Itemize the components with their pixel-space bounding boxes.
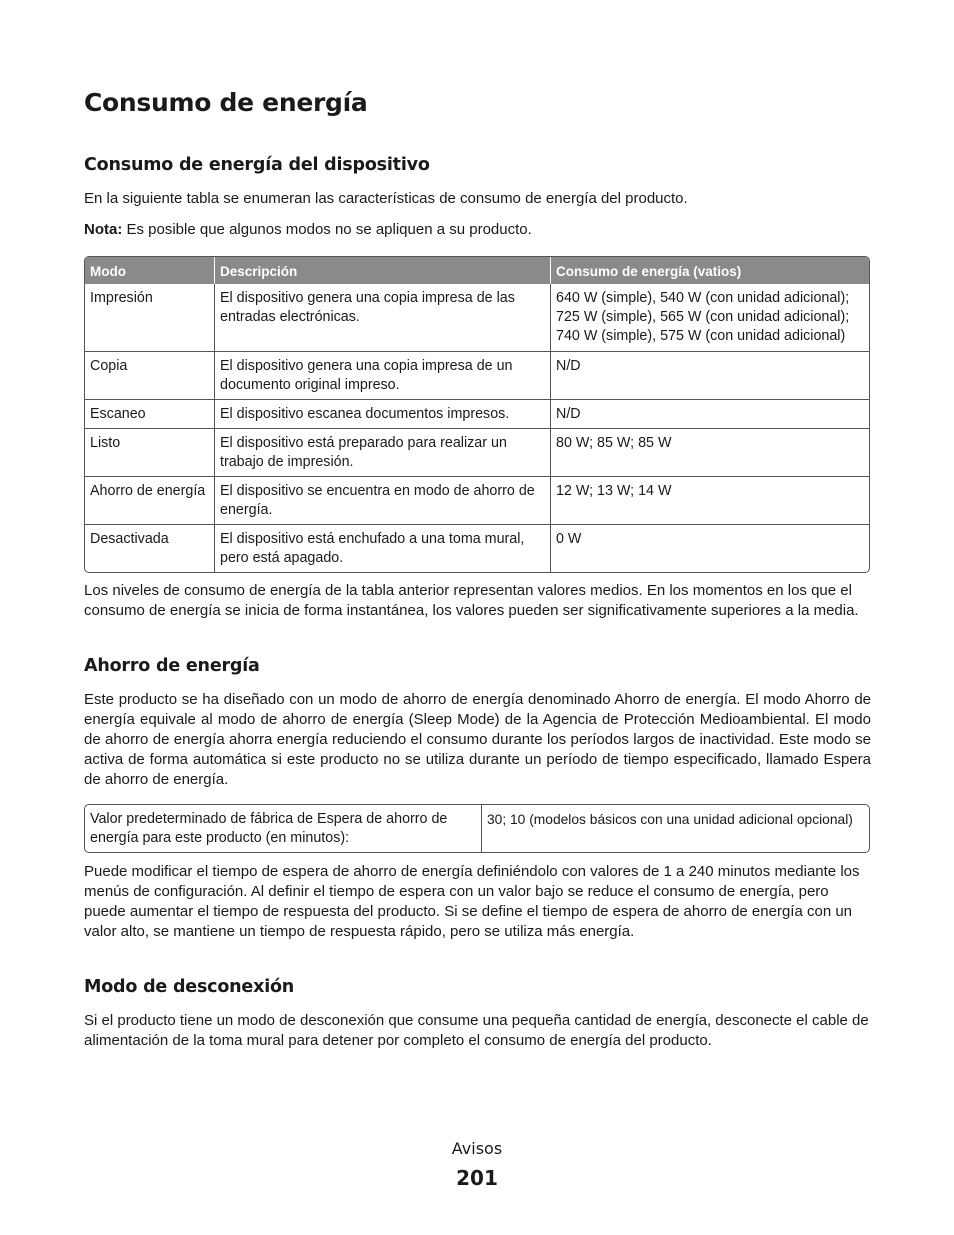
note-text: Es posible que algunos modos no se apliquen a su producto. [122, 221, 532, 238]
cell-description: El dispositivo se encuentra en modo de ahorro de energía. [214, 476, 550, 524]
timeout-table [84, 804, 870, 853]
cell-description: El dispositivo escanea documentos impresos. [214, 399, 550, 428]
cell-description: El dispositivo está preparado para realizar un trabajo de impresión. [214, 428, 550, 476]
section-heading-device: Consumo de energía del dispositivo [84, 155, 430, 175]
cell-power: 80 W; 85 W; 85 W [550, 428, 869, 476]
timeout-table-wrap [84, 804, 871, 853]
cell-description: El dispositivo está enchufado a una toma mural, pero está apagado. [214, 524, 550, 572]
table-row [85, 284, 869, 351]
note-label: Nota: [84, 221, 123, 238]
cell-mode: Escaneo [85, 399, 214, 428]
note [84, 220, 871, 240]
off-mode-text: Si el producto tiene un modo de desconexión que consume una pequeña cantidad de energía, desconecte el cable de alimentación de la toma mural para detener por completo el consumo de energía del producto. [84, 1012, 869, 1049]
table-row [85, 805, 869, 852]
page-title: Consumo de energía [84, 88, 368, 117]
cell-power: N/D [550, 399, 869, 428]
cell-mode: Impresión [90, 290, 153, 306]
cell-mode: Desactivada [85, 524, 214, 572]
cell-power: 12 W; 13 W; 14 W [550, 476, 869, 524]
table-row [85, 351, 869, 399]
cell-mode: Ahorro de energía [85, 476, 214, 524]
column-header: Descripción [214, 257, 550, 284]
table-row [85, 524, 869, 572]
power-consumption-table [84, 256, 870, 573]
section-heading-off-mode: Modo de desconexión [84, 977, 295, 997]
table-row [85, 428, 869, 476]
table-row [85, 399, 869, 428]
cell-power: 0 W [550, 524, 869, 572]
energy-saver-text: Este producto se ha diseñado con un modo de ahorro de energía denominado Ahorro de energía. El modo Ahorro de energía equivale al modo de ahorro de energía (Sleep Mode) de la Agencia de Protección Medioambiental. El modo de ahorro de energía ahorra energía reduciendo el consumo durante los períodos largos de inactividad. Este modo se activa de forma automática si este producto no se utiliza durante un período de tiempo especificado, llamado Espera de ahorro de energía. [84, 691, 871, 788]
intro-text: En la siguiente tabla se enumeran las características de consumo de energía del producto. [84, 190, 688, 207]
timeout-text: Puede modificar el tiempo de espera de ahorro de energía definiéndolo con valores de 1 a 240 minutos mediante los menús de configuración. Al definir el tiempo de espera con un valor bajo se reduce el consumo de energía, pero puede aumentar el tiempo de respuesta del producto. Si se define el tiempo de espera de ahorro de energía con un valor alto, se mantiene un tiempo de respuesta rápido, pero se utiliza más energía. [84, 863, 860, 940]
timeout-label: Valor predeterminado de fábrica de Espera de ahorro de energía para este producto (en minutos): [90, 811, 448, 846]
column-header: Consumo de energía (vatios) [550, 257, 869, 284]
table-footnote: Los niveles de consumo de energía de la tabla anterior representan valores medios. En los momentos en los que el consumo de energía se inicia de forma instantánea, los valores pueden ser significativamente superiores a la media. [84, 582, 859, 619]
cell-mode: Copia [85, 351, 214, 399]
power-table-wrap [84, 256, 871, 573]
footer-section: Avisos [451, 1139, 503, 1158]
cell-description: El dispositivo genera una copia impresa de un documento original impreso. [214, 351, 550, 399]
cell-description: El dispositivo genera una copia impresa de las entradas electrónicas. [214, 284, 550, 351]
page-number: 201 [456, 1166, 498, 1190]
table-row [85, 476, 869, 524]
section-heading-energy-saver: Ahorro de energía [84, 656, 260, 676]
table-header-row [85, 257, 869, 284]
column-header: Modo [85, 257, 214, 284]
timeout-value: 30; 10 (modelos básicos con una unidad adicional opcional) [481, 805, 869, 852]
cell-mode: Listo [85, 428, 214, 476]
cell-power: 640 W (simple), 540 W (con unidad adicional); 725 W (simple), 565 W (con unidad adicional); 740 W (simple), 575 W (con unidad adicional) [550, 284, 869, 351]
cell-power: N/D [550, 351, 869, 399]
